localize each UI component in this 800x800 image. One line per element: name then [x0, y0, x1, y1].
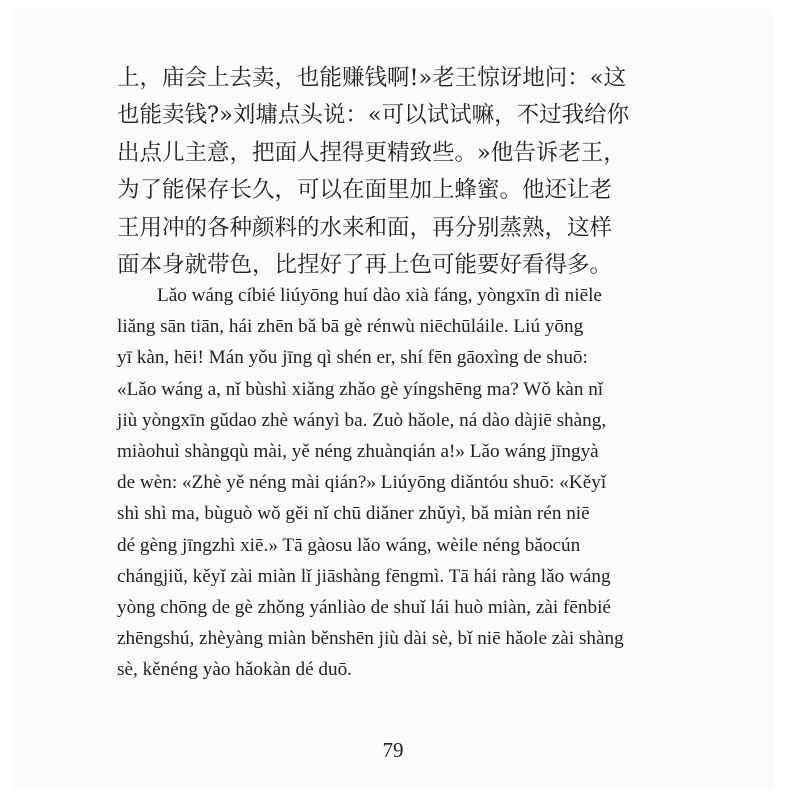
chinese-line: 面本身就带色，比捏好了再上色可能要好看得多。 — [117, 251, 613, 278]
pinyin-line: «Lǎo wáng a, nǐ bùshì xiǎng zhǎo gè yíngshēng ma? Wǒ kàn nǐ — [117, 378, 604, 400]
book-page — [14, 10, 772, 788]
pinyin-paragraph — [117, 280, 722, 685]
pinyin-line: yòng chōng de gè zhǒng yánliào de shuǐ lái huò miàn, zài fēnbié — [117, 596, 611, 618]
pinyin-line: de wèn: «Zhè yě néng mài qián?» Liúyōng diǎntóu shuō: «Kěyǐ — [117, 472, 607, 494]
pinyin-line: chángjiǔ, kěyǐ zài miàn lǐ jiāshàng fēngmì. Tā hái ràng lǎo wáng — [117, 565, 611, 587]
pinyin-line: Lǎo wáng cíbié liúyōng huí dào xià fáng, yòngxīn dì niēle — [157, 285, 602, 306]
pinyin-line: jiù yòngxīn gǔdao zhè wányì ba. Zuò hǎole, ná dào dàjiē shàng, — [117, 409, 607, 431]
pinyin-line: miàohuì shàngqù mài, yě néng zhuànqián a!» Lǎo wáng jīngyà — [117, 440, 599, 462]
pinyin-line: shì shì ma, bùguò wǒ gěi nǐ chū diǎner zhǔyì, bǎ miàn rén niē — [117, 503, 590, 525]
chinese-line: 也能卖钱?»刘墉点头说：«可以试试嘛，不过我给你 — [117, 102, 630, 129]
pinyin-line: liǎng sān tiān, hái zhēn bǎ bā gè rénwù niēchūláile. Liú yōng — [117, 316, 584, 338]
pinyin-line: dé gèng jīngzhì xiē.» Tā gàosu lǎo wáng, wèile néng bǎocún — [117, 534, 581, 556]
chinese-line: 为了能保存长久，可以在面里加上蜂蜜。他还让老 — [117, 177, 613, 204]
chinese-line: 王用冲的各种颜料的水来和面，再分别蒸熟，这样 — [117, 214, 613, 241]
page-number: 79 — [382, 738, 404, 762]
pinyin-line: zhēngshú, zhèyàng miàn běnshēn jiù dài sè, bǐ niē hǎole zài shàng — [117, 628, 624, 650]
pinyin-line: yī kàn, hēi! Mán yǒu jīng qì shén er, shí fēn gāoxìng de shuō: — [117, 347, 588, 369]
chinese-line: 出点儿主意，把面人捏得更精致些。»他告诉老王， — [117, 139, 626, 166]
chinese-line: 上，庙会上去卖，也能赚钱啊!»老王惊讶地问：«这 — [117, 65, 627, 91]
pinyin-line: sè, kěnéng yào hǎokàn dé duō. — [117, 659, 352, 681]
chinese-paragraph — [117, 60, 722, 284]
